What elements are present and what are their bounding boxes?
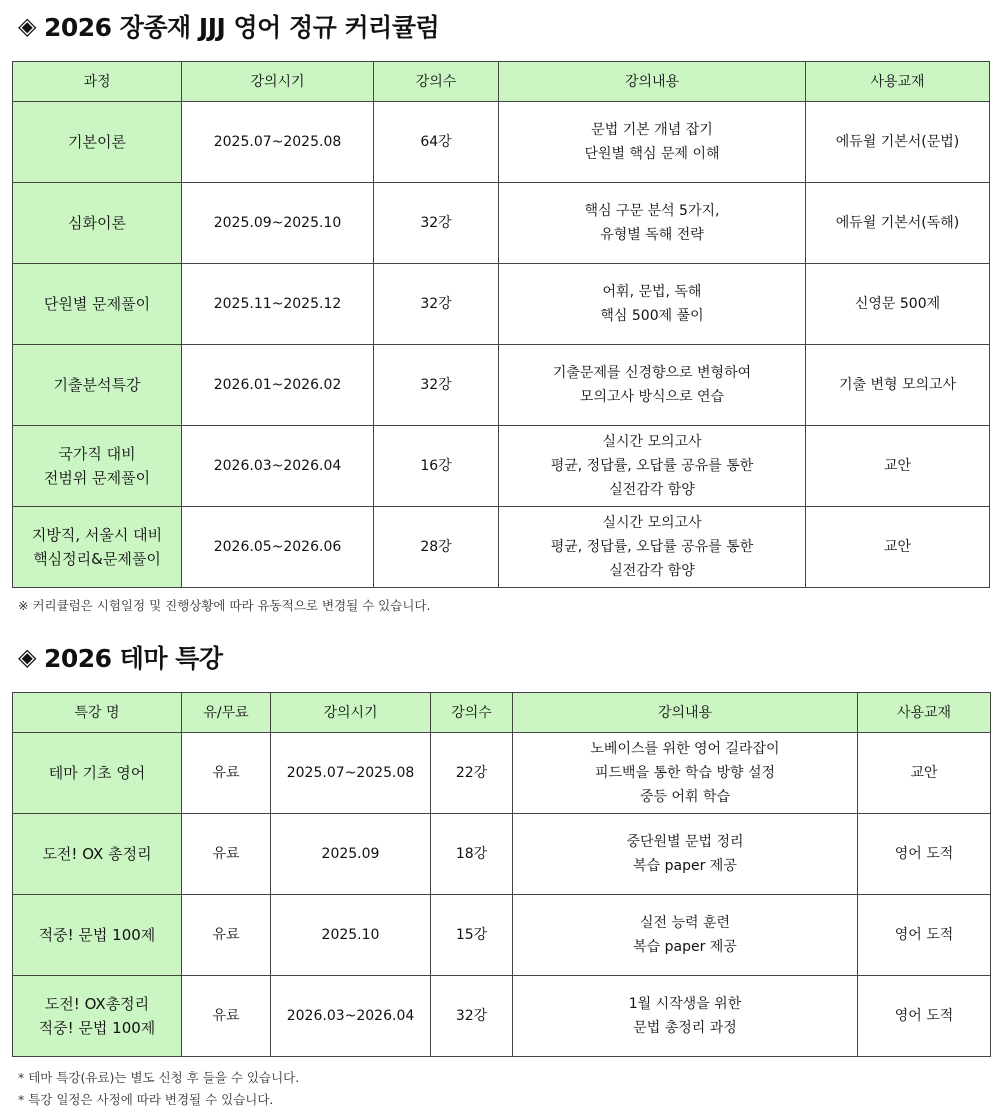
course-name: [13, 507, 182, 588]
course-content-line: 기출문제를 신경향으로 변형하여: [552, 365, 752, 381]
course-content-line: 평균, 정답률, 오답률 공유를 통한: [550, 458, 754, 474]
theme-lecture-table: [12, 692, 991, 1057]
course-content: [499, 507, 806, 588]
course-content-line: 실전감각 함양: [609, 563, 695, 579]
lecture-content-line: 중단원별 문법 정리: [626, 834, 744, 850]
theme-note-2: * 특강 일정은 사정에 따라 변경될 수 있습니다.: [18, 1092, 274, 1107]
lecture-name: [13, 895, 182, 976]
lecture-content-line: 노베이스를 위한 영어 길라잡이: [590, 741, 780, 757]
header-count: 강의수: [431, 693, 513, 733]
course-period: 2026.03~2026.04: [182, 426, 374, 507]
header-course: 과정: [13, 62, 182, 102]
course-name-line: 전범위 문제풀이: [43, 469, 151, 487]
course-name-line: 단원별 문제풀이: [43, 295, 151, 313]
course-content-line: 실시간 모의고사: [602, 515, 702, 531]
curriculum-row: [13, 507, 990, 588]
lecture-book: 영어 도적: [858, 895, 991, 976]
course-book: 에듀윌 기본서(독해): [806, 183, 990, 264]
lecture-name-line: 적중! 문법 100제: [38, 926, 156, 944]
lecture-fee: 유료: [182, 814, 271, 895]
course-period: 2025.07~2025.08: [182, 102, 374, 183]
course-name: [13, 345, 182, 426]
curriculum-row: [13, 345, 990, 426]
lecture-period: 2025.07~2025.08: [271, 733, 431, 814]
lecture-content-line: 복습 paper 제공: [633, 939, 737, 955]
theme-row: [13, 976, 991, 1057]
curriculum-row: [13, 426, 990, 507]
lecture-count: 18강: [431, 814, 513, 895]
lecture-period: 2025.10: [271, 895, 431, 976]
course-count: 64강: [374, 102, 499, 183]
course-count: 32강: [374, 345, 499, 426]
course-name-line: 국가직 대비: [58, 445, 136, 463]
course-name: [13, 426, 182, 507]
theme-title-text: 2026 테마 특강: [43, 644, 223, 673]
header-count: 강의수: [374, 62, 499, 102]
lecture-book: 영어 도적: [858, 976, 991, 1057]
course-name-line: 지방직, 서울시 대비: [31, 526, 163, 544]
course-content: [499, 183, 806, 264]
course-content-line: 핵심 500제 풀이: [600, 308, 704, 324]
theme-row: [13, 733, 991, 814]
course-content-line: 문법 기본 개념 잡기: [591, 122, 713, 138]
course-name-line: 심화이론: [68, 214, 126, 232]
lecture-content-line: 피드백을 통한 학습 방향 설정: [594, 765, 776, 781]
lecture-period: 2025.09: [271, 814, 431, 895]
course-count: 28강: [374, 507, 499, 588]
theme-title: [18, 639, 223, 675]
header-book: 사용교재: [806, 62, 990, 102]
course-name-line: 기본이론: [68, 133, 126, 151]
lecture-name-line: 적중! 문법 100제: [38, 1019, 156, 1037]
course-content: [499, 264, 806, 345]
course-name: [13, 183, 182, 264]
curriculum-row: [13, 183, 990, 264]
course-period: 2025.09~2025.10: [182, 183, 374, 264]
header-content: 강의내용: [499, 62, 806, 102]
lecture-content: [513, 976, 858, 1057]
lecture-content-line: 복습 paper 제공: [633, 858, 737, 874]
lecture-content-line: 1월 시작생을 위한: [628, 996, 742, 1012]
curriculum-row: [13, 102, 990, 183]
header-content: 강의내용: [513, 693, 858, 733]
course-name: [13, 102, 182, 183]
header-fee: 유/무료: [182, 693, 271, 733]
lecture-content-line: 실전 능력 훈련: [639, 915, 731, 931]
course-count: 32강: [374, 264, 499, 345]
course-content-line: 핵심 구문 분석 5가지,: [584, 203, 720, 219]
course-content-line: 실시간 모의고사: [602, 434, 702, 450]
theme-header-row: [13, 693, 991, 733]
lecture-count: 22강: [431, 733, 513, 814]
course-content: [499, 345, 806, 426]
course-content-line: 어휘, 문법, 독해: [602, 284, 702, 300]
theme-row: [13, 895, 991, 976]
theme-row: [13, 814, 991, 895]
lecture-content: [513, 895, 858, 976]
lecture-name: [13, 976, 182, 1057]
header-name: 특강 명: [13, 693, 182, 733]
course-book: 교안: [806, 426, 990, 507]
lecture-name: [13, 814, 182, 895]
course-name: [13, 264, 182, 345]
lecture-content-line: 중등 어휘 학습: [639, 789, 731, 805]
lecture-fee: 유료: [182, 733, 271, 814]
lecture-fee: 유료: [182, 976, 271, 1057]
lecture-name: [13, 733, 182, 814]
course-count: 16강: [374, 426, 499, 507]
course-name-line: 핵심정리&문제풀이: [33, 550, 161, 568]
diamond-icon: ◈: [18, 12, 36, 40]
lecture-count: 15강: [431, 895, 513, 976]
lecture-name-line: 테마 기초 영어: [48, 764, 146, 782]
theme-note-1: * 테마 특강(유료)는 별도 신청 후 들을 수 있습니다.: [18, 1070, 300, 1085]
course-period: 2026.05~2026.06: [182, 507, 374, 588]
course-book: 신영문 500제: [806, 264, 990, 345]
curriculum-table: [12, 61, 990, 588]
course-book: 기출 변형 모의고사: [806, 345, 990, 426]
lecture-content: [513, 733, 858, 814]
course-book: 에듀윌 기본서(문법): [806, 102, 990, 183]
course-period: 2025.11~2025.12: [182, 264, 374, 345]
header-period: 강의시기: [182, 62, 374, 102]
course-content: [499, 426, 806, 507]
course-content-line: 단원별 핵심 문제 이해: [584, 146, 720, 162]
lecture-book: 영어 도적: [858, 814, 991, 895]
lecture-book: 교안: [858, 733, 991, 814]
course-count: 32강: [374, 183, 499, 264]
curriculum-title-text: 2026 장종재 JJJ 영어 정규 커리큘럼: [43, 13, 440, 42]
lecture-period: 2026.03~2026.04: [271, 976, 431, 1057]
curriculum-header-row: [13, 62, 990, 102]
course-content-line: 평균, 정답률, 오답률 공유를 통한: [550, 539, 754, 555]
course-name-line: 기출분석특강: [53, 376, 141, 394]
header-book: 사용교재: [858, 693, 991, 733]
lecture-name-line: 도전! OX 총정리: [42, 845, 152, 863]
lecture-content-line: 문법 총정리 과정: [633, 1020, 737, 1036]
course-content-line: 실전감각 함양: [609, 482, 695, 498]
lecture-fee: 유료: [182, 895, 271, 976]
curriculum-note: ※ 커리큘럼은 시험일정 및 진행상황에 따라 유동적으로 변경될 수 있습니다.: [18, 598, 431, 613]
lecture-content: [513, 814, 858, 895]
diamond-icon: ◈: [18, 643, 36, 671]
course-book: 교안: [806, 507, 990, 588]
course-period: 2026.01~2026.02: [182, 345, 374, 426]
header-period: 강의시기: [271, 693, 431, 733]
curriculum-row: [13, 264, 990, 345]
course-content: [499, 102, 806, 183]
course-content-line: 모의고사 방식으로 연습: [579, 389, 725, 405]
lecture-count: 32강: [431, 976, 513, 1057]
curriculum-title: [18, 8, 439, 44]
course-content-line: 유형별 독해 전략: [600, 227, 704, 243]
lecture-name-line: 도전! OX총정리: [44, 995, 150, 1013]
